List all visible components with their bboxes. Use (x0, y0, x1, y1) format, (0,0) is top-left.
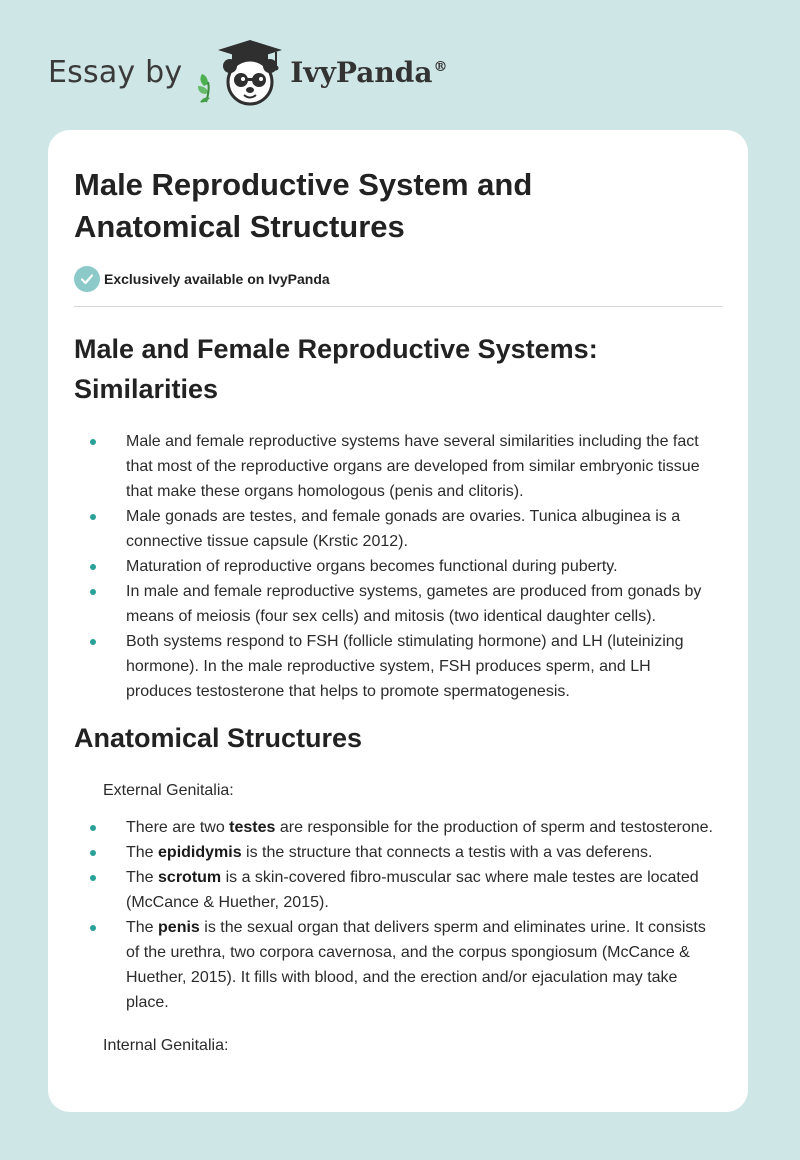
page-title: Male Reproductive System and Anatomical Structures (74, 167, 533, 244)
section-heading-similarities: Male and Female Reproductive Systems: Similarities (74, 334, 598, 404)
list-item: There are two testes are responsible for the production of sperm and testosterone. (74, 815, 722, 840)
external-genitalia-list (74, 815, 722, 1015)
brand-name[interactable]: IvyPanda® (290, 55, 448, 89)
essay-by-label: Essay by (48, 54, 183, 90)
list-item: The epididymis is the structure that connects a testis with a vas deferens. (74, 840, 722, 865)
exclusive-label: Exclusively available on IvyPanda (104, 271, 330, 287)
external-genitalia-label: External Genitalia: (103, 782, 234, 799)
check-circle-icon (74, 266, 100, 292)
internal-genitalia-label: Internal Genitalia: (103, 1037, 229, 1054)
section-heading-anatomical-structures: Anatomical Structures (74, 723, 363, 753)
article-card (48, 130, 748, 1112)
exclusive-badge (74, 264, 722, 294)
registered-mark: ® (433, 59, 448, 76)
similarities-list (74, 429, 722, 704)
list-item: Male and female reproductive systems have several similarities including the fact that most of the reproductive organs are developed from similar embryonic tissue that make these organs homologous (penis and clitoris). (74, 429, 722, 504)
divider (74, 306, 722, 307)
list-item: In male and female reproductive systems, gametes are produced from gonads by means of meiosis (four sex cells) and mitosis (two identical daughter cells). (74, 579, 722, 629)
list-item: Maturation of reproductive organs becomes functional during puberty. (74, 554, 722, 579)
list-item: Both systems respond to FSH (follicle stimulating hormone) and LH (luteinizing hormone). In the male reproductive system, FSH produces sperm, and LH produces testosterone that helps to promote spermatogenesis. (74, 629, 722, 704)
panda-graduate-icon[interactable] (196, 36, 288, 108)
list-item: Male gonads are testes, and female gonads are ovaries. Tunica albuginea is a connective tissue capsule (Krstic 2012). (74, 504, 722, 554)
list-item: The penis is the sexual organ that delivers sperm and eliminates urine. It consists of the urethra, two corpora cavernosa, and the corpus spongiosum (McCance & Huether, 2015). It fills with blood, and the erection and/or ejaculation may take place. (74, 915, 722, 1015)
site-header (48, 36, 447, 108)
list-item: The scrotum is a skin-covered fibro-muscular sac where male testes are located (McCance & Huether, 2015). (74, 865, 722, 915)
